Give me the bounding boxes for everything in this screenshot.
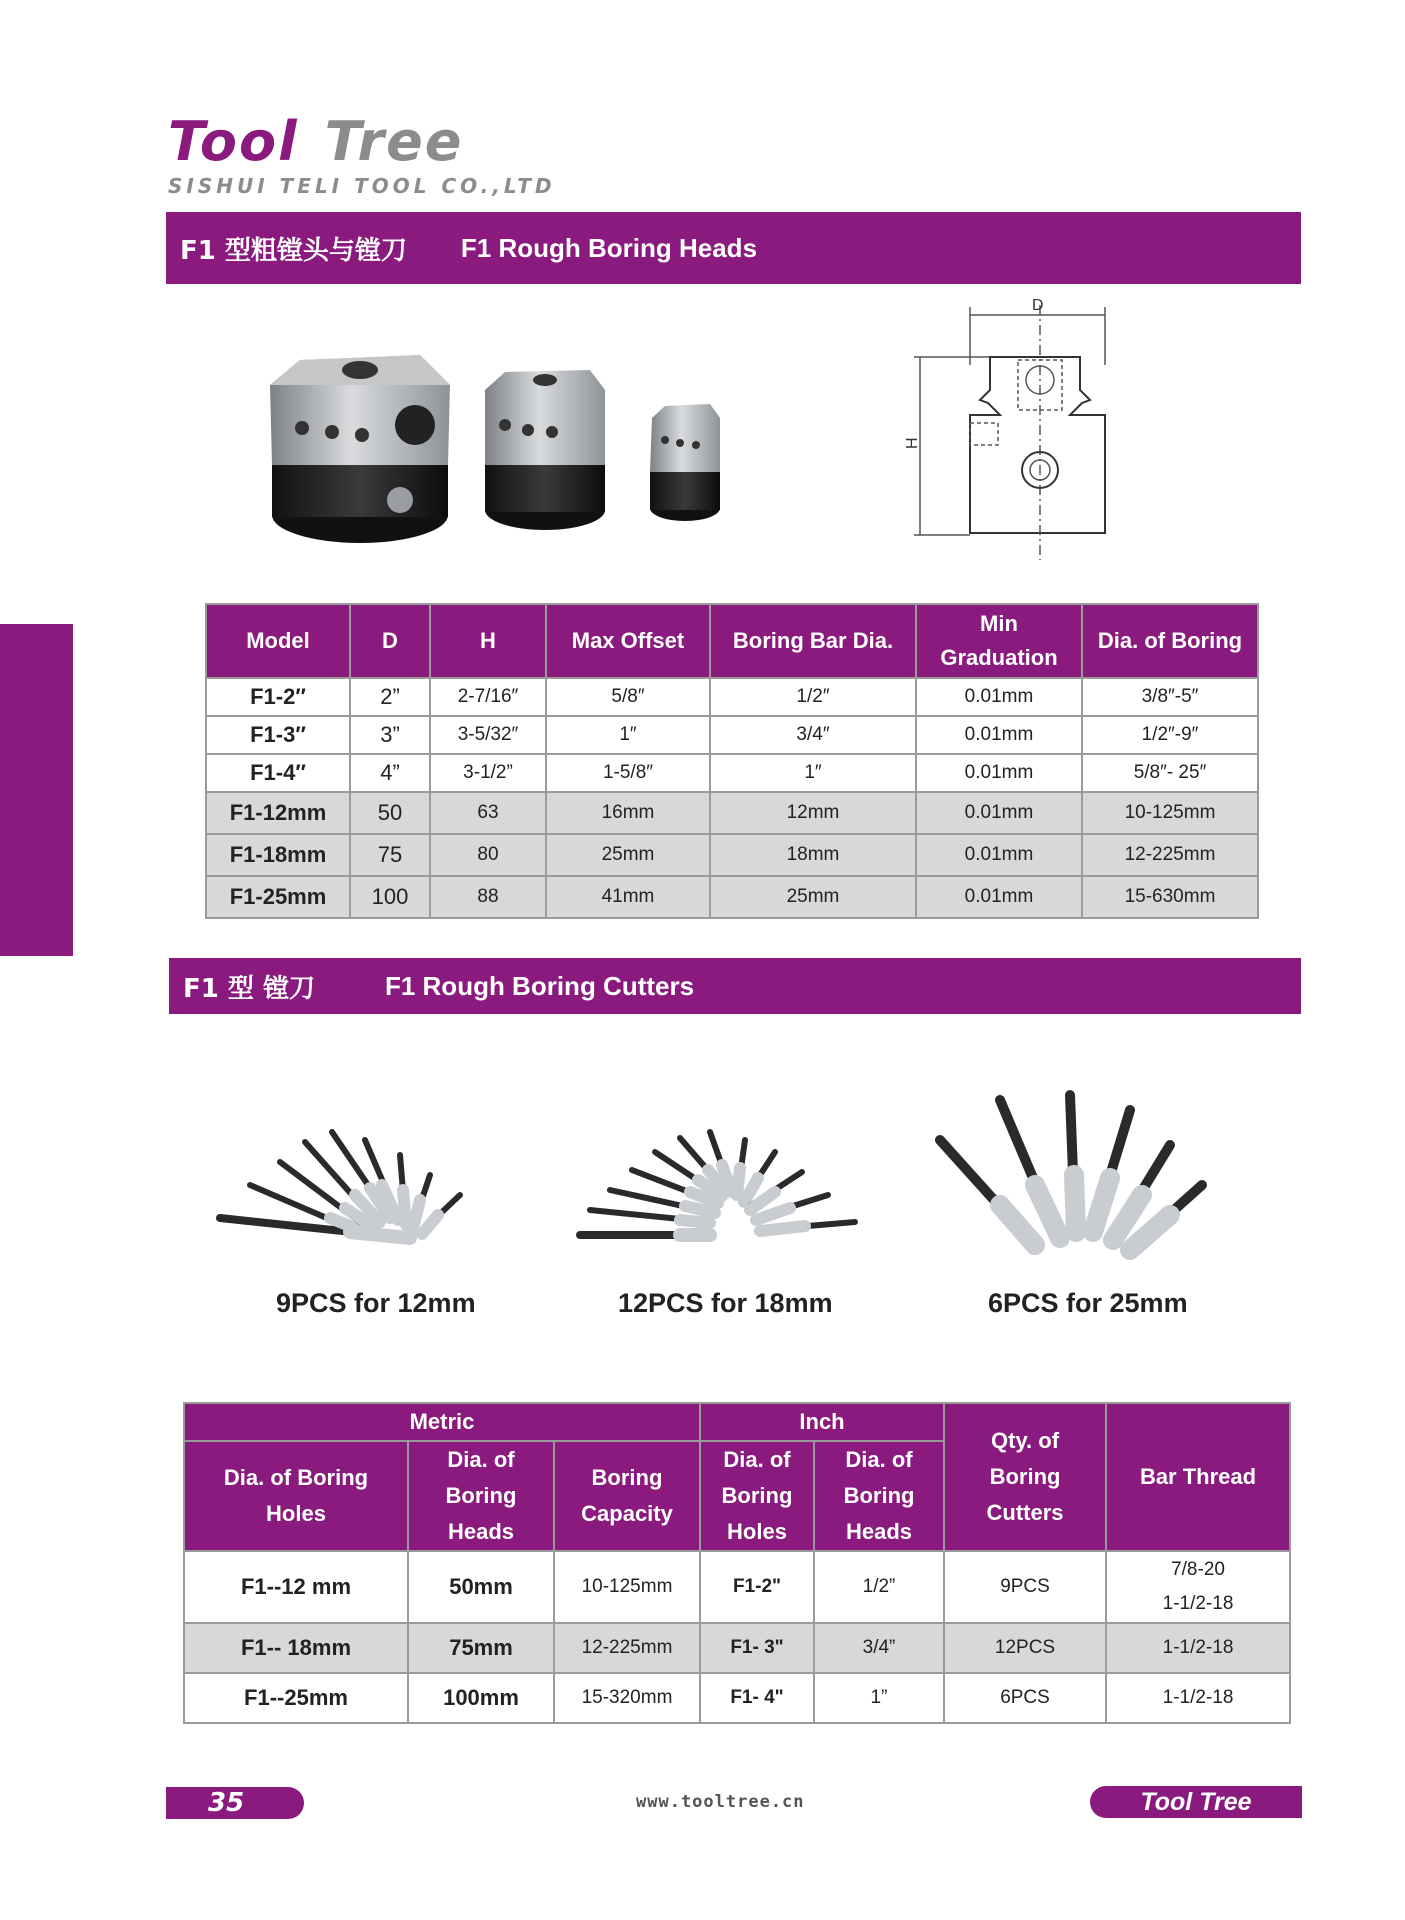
col-header: Boring Capacity (554, 1441, 700, 1551)
col-header: Min Graduation (916, 604, 1082, 678)
footer-url: www.tooltree.cn (636, 1792, 805, 1812)
table-row: F1-2″ 2” 2-7/16″ 5/8″ 1/2″ 0.01mm 3/8″-5″ (206, 678, 1258, 716)
col-header: Dia. of Boring Heads (408, 1441, 554, 1551)
section-cutters-header (169, 958, 1301, 1014)
section-heads-header (166, 212, 1301, 284)
cutter-set-12pcs-image (570, 1110, 870, 1260)
col-header: Qty. of Boring Cutters (944, 1403, 1106, 1551)
col-header: Dia. of Boring Holes (184, 1441, 408, 1551)
brand-header (168, 112, 556, 198)
group-header-inch: Inch (700, 1403, 944, 1441)
table-row: F1--12 mm 50mm 10-125mm F1-2" 1/2” 9PCS 7/8-20 1-1/2-18 (184, 1551, 1290, 1623)
label-h: H (904, 437, 921, 449)
brand-subtitle: SISHUI TELI TOOL CO.,LTD (168, 174, 556, 198)
label-d: D (1032, 297, 1044, 314)
col-header: Bar Thread (1106, 1403, 1290, 1551)
group-header-metric: Metric (184, 1403, 700, 1441)
section-title-cn: F1 型 镗刀 (183, 973, 315, 1004)
table-row: F1-3″ 3” 3-5/32″ 1″ 3/4″ 0.01mm 1/2″-9″ (206, 716, 1258, 754)
table-row: F1-12mm 50 63 16mm 12mm 0.01mm 10-125mm (206, 792, 1258, 834)
cutter-caption-6pcs: 6PCS for 25mm (988, 1288, 1188, 1318)
brand-logo: Tool Tree (168, 110, 464, 173)
footer-brand: Tool Tree (1090, 1786, 1302, 1818)
col-header: D (350, 604, 430, 678)
cutter-caption-12pcs: 12PCS for 18mm (618, 1288, 833, 1318)
table-row: F1-18mm 75 80 25mm 18mm 0.01mm 12-225mm (206, 834, 1258, 876)
table-group-header-row (184, 1403, 1290, 1441)
col-header: Dia. of Boring Holes (700, 1441, 814, 1551)
col-header: Model (206, 604, 350, 678)
cutter-set-9pcs-image (210, 1110, 490, 1260)
table-row: F1-25mm 100 88 41mm 25mm 0.01mm 15-630mm (206, 876, 1258, 918)
boring-heads-spec-table (205, 603, 1259, 919)
table-row: F1--25mm 100mm 15-320mm F1- 4" 1” 6PCS 1-1/2-18 (184, 1673, 1290, 1723)
col-header: Dia. of Boring (1082, 604, 1258, 678)
col-header: Boring Bar Dia. (710, 604, 916, 678)
cutter-set-6pcs-image (930, 1090, 1210, 1260)
boring-cutters-spec-table (183, 1402, 1291, 1724)
table-row: F1-4″ 4” 3-1/2” 1-5/8″ 1″ 0.01mm 5/8″- 25″ (206, 754, 1258, 792)
side-tab (0, 624, 73, 956)
section-title-en: F1 Rough Boring Heads (460, 232, 758, 263)
col-header: Max Offset (546, 604, 710, 678)
col-header: H (430, 604, 546, 678)
section-title-cn: F1 型粗镗头与镗刀 (180, 235, 407, 266)
boring-heads-photo (260, 340, 760, 560)
table-row: F1-- 18mm 75mm 12-225mm F1- 3" 3/4” 12PCS 1-1/2-18 (184, 1623, 1290, 1673)
table-header-row (206, 604, 1258, 678)
section-title-en: F1 Rough Boring Cutters (384, 970, 695, 1001)
cutter-caption-9pcs: 9PCS for 12mm (276, 1288, 476, 1318)
col-header: Dia. of Boring Heads (814, 1441, 944, 1551)
dimension-drawing (900, 295, 1140, 570)
page-number: 35 (166, 1787, 304, 1819)
